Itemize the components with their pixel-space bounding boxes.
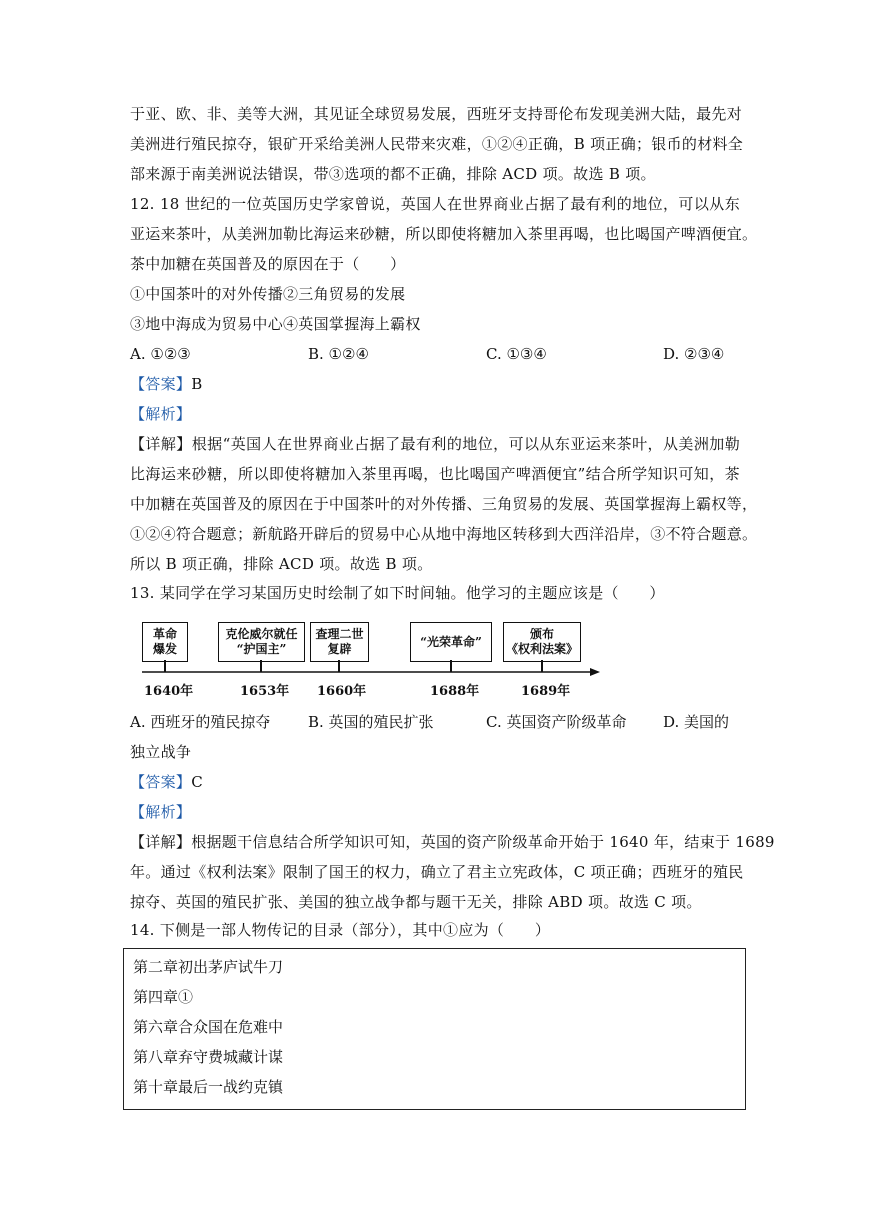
event-label: 爆发 [152,642,177,656]
q13-option-a: A. 西班牙的殖民掠夺 [130,713,271,731]
q12-answer [130,374,740,394]
detail-tag: 【详解】 [130,435,192,453]
q12-option-d: D. ②③④ [663,345,725,363]
q13-stem: 13. 某同学在学习某国历史时绘制了如下时间轴。他学习的主题应该是（ ） [130,584,665,602]
q13-option-b: B. 英国的殖民扩张 [308,713,434,731]
q12-stem-line: 茶中加糖在英国普及的原因在于（ ） [130,255,406,273]
text-line: 于亚、欧、非、美等大洲，其见证全球贸易发展，西班牙支持哥伦布发现美洲大陆，最先对 [130,105,743,123]
q12-analysis-tag: 【解析】 [130,405,192,423]
event-label: 《权利法案》 [505,642,578,656]
q13-detail-line [130,832,775,852]
detail-text: 根据题干信息结合所学知识可知，英国的资产阶级革命开始于 1640 年，结束于 1689 [191,833,775,851]
timeline-event-box [218,622,305,662]
timeline-event-box [503,622,581,662]
q13-option-continuation: 独立战争 [130,743,192,761]
timeline-event-box [410,622,492,662]
timeline-figure [130,614,610,704]
timeline-year: 1689年 [521,684,571,699]
q12-stem-line: 亚运来茶叶，从美洲加勒比海运来砂糖，所以即使将糖加入茶里再喝，也比喝国产啤酒便宜。 [130,225,758,243]
q12-option-c: C. ①③④ [486,345,547,363]
q12-item: ①中国茶叶的对外传播②三角贸易的发展 [130,285,406,303]
timeline-tick [260,660,262,672]
answer-value: C [191,773,203,791]
q13-option-d: D. 美国的 [663,713,730,731]
answer-value: B [191,375,203,393]
timeline-year: 1688年 [430,684,480,699]
q12-detail-line [130,434,740,454]
detail-tag: 【详解】 [130,833,192,851]
event-label: 复辟 [327,642,352,656]
q12-detail-line: ①②④符合题意；新航路开辟后的贸易中心从地中海地区转移到大西洋沿岸，③不符合题意。 [130,525,758,543]
toc-item: 第十章最后一战约克镇 [133,1078,284,1096]
text-line: 美洲进行殖民掠夺，银矿开采给美洲人民带来灾难，①②④正确，B 项正确；银币的材料全 [130,135,744,153]
event-label: “护国主” [236,642,287,656]
q13-detail-line: 掠夺、英国的殖民扩张、美国的独立战争都与题干无关，排除 ABD 项。故选 C 项。 [130,893,702,911]
timeline-tick [541,660,543,672]
timeline-tick [338,660,340,672]
timeline-event-box [310,622,369,662]
detail-text: 根据“英国人在世界商业占据了最有利的地位，可以从东亚运来茶叶，从美洲加勒 [191,435,740,453]
q12-stem-line: 12. 18 世纪的一位英国历史学家曾说，英国人在世界商业占据了最有利的地位，可以从东 [130,195,740,213]
q13-detail-line: 年。通过《权利法案》限制了国王的权力，确立了君主立宪政体，C 项正确；西班牙的殖民 [130,863,744,881]
timeline-tick [164,660,166,672]
timeline-year: 1660年 [317,684,367,699]
timeline-tick [450,660,452,672]
q12-detail-line: 比海运来砂糖，所以即使将糖加入茶里再喝，也比喝国产啤酒便宜”结合所学知识可知，茶 [130,465,740,483]
q14-stem: 14. 下侧是一部人物传记的目录（部分），其中①应为（ ） [130,921,551,939]
toc-item: 第六章合众国在危难中 [133,1018,284,1036]
toc-item: 第四章① [133,988,194,1006]
event-label: 革命 [152,627,177,641]
answer-tag: 【答案】 [130,375,192,393]
event-label: 查理二世 [315,627,364,641]
q13-analysis-tag: 【解析】 [130,803,192,821]
event-label: 克伦威尔就任 [225,627,298,641]
q12-detail-line: 中加糖在英国普及的原因在于中国茶叶的对外传播、三角贸易的发展、英国掌握海上霸权等， [130,495,758,513]
q13-option-c: C. 英国资产阶级革命 [486,713,627,731]
timeline-year: 1653年 [240,684,290,699]
q12-option-b: B. ①②④ [308,345,369,363]
answer-tag: 【答案】 [130,773,192,791]
q12-item: ③地中海成为贸易中心④英国掌握海上霸权 [130,315,421,333]
table-of-contents-box [123,948,746,1110]
toc-item: 第二章初出茅庐试牛刀 [133,958,284,976]
timeline-event-box [142,622,188,662]
timeline-year: 1640年 [144,684,194,699]
q12-option-a: A. ①②③ [130,345,191,363]
toc-item: 第八章弃守费城藏计谋 [133,1048,284,1066]
q13-answer [130,772,740,792]
text-line: 部来源于南美洲说法错误，带③选项的都不正确，排除 ACD 项。故选 B 项。 [130,165,656,183]
event-label: 颁布 [529,627,554,641]
event-label: “光荣革命” [420,634,482,649]
q12-detail-line: 所以 B 项正确，排除 ACD 项。故选 B 项。 [130,555,433,573]
